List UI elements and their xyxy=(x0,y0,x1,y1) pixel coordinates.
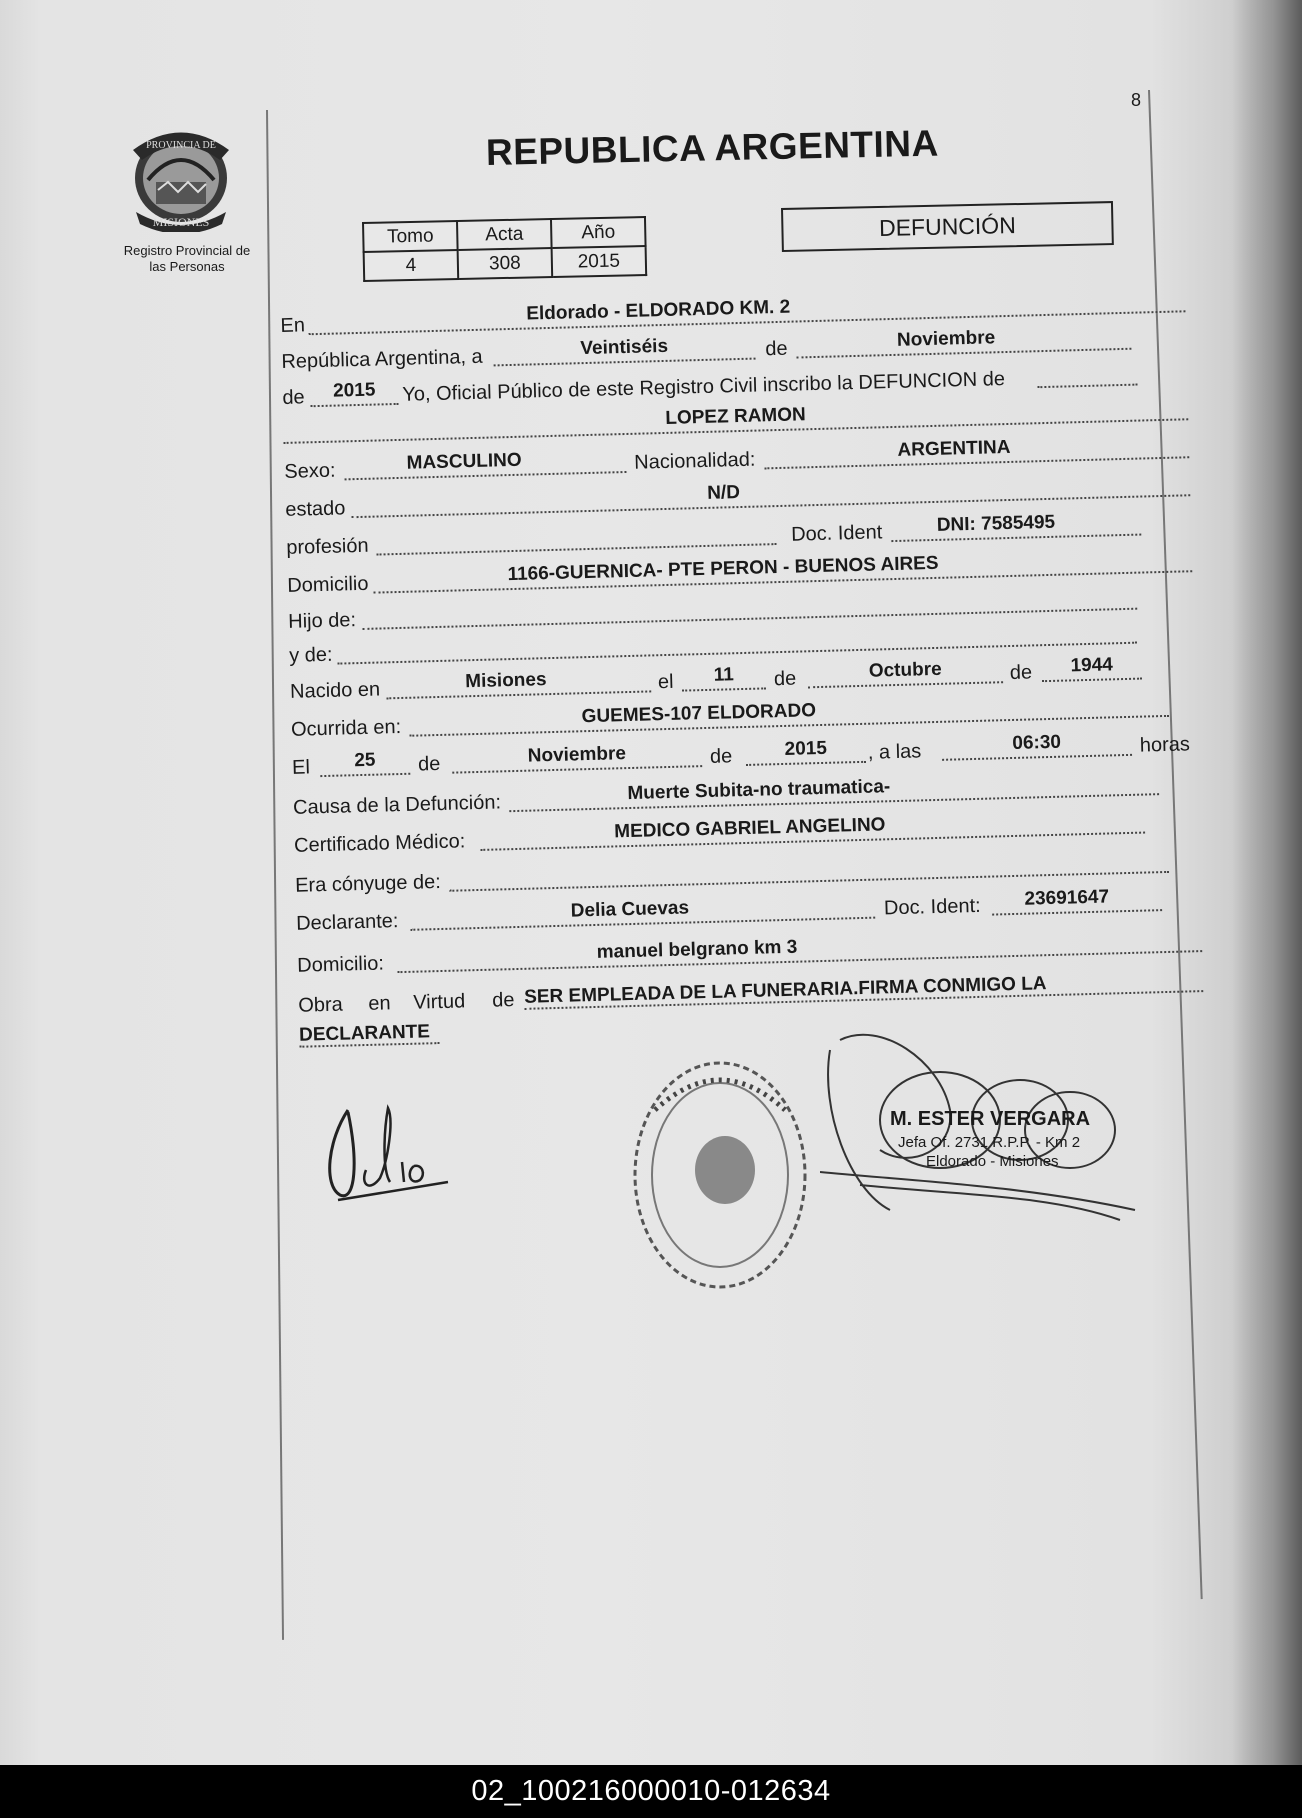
label-de: de xyxy=(709,745,733,768)
official-place: Eldorado - Misiones xyxy=(926,1153,1059,1170)
field-nacido-anio: 1944 xyxy=(1070,654,1114,677)
label-domicilio: Domicilio xyxy=(287,572,369,597)
label-el: el xyxy=(657,670,674,694)
label-domicilio-declarante: Domicilio: xyxy=(296,952,385,977)
field-causa: Muerte Subita-no traumatica- xyxy=(627,776,891,805)
label-de: de xyxy=(491,989,515,1012)
field-domicilio: 1166-GUERNICA- PTE PERON - BUENOS AIRES xyxy=(507,552,939,586)
dotted-line xyxy=(746,761,866,766)
record-value-acta: 308 xyxy=(458,248,553,279)
field-doc-declarante: 23691647 xyxy=(1024,886,1110,910)
registry-label-line1: Registro Provincial de xyxy=(123,243,251,258)
label-nacido-en: Nacido en xyxy=(289,678,381,703)
label-de: de xyxy=(773,667,797,691)
record-header-tomo: Tomo xyxy=(363,221,458,252)
record-header-anio: Año xyxy=(551,217,646,248)
field-ocurrida: GUEMES-107 ELDORADO xyxy=(581,700,817,728)
field-domicilio-declarante: manuel belgrano km 3 xyxy=(596,936,798,963)
label-de: de xyxy=(765,337,788,361)
label-estado: estado xyxy=(285,497,346,521)
record-table xyxy=(362,216,647,282)
label-causa: Causa de la Defunción: xyxy=(292,791,502,819)
field-certificado: MEDICO GABRIEL ANGELINO xyxy=(613,814,886,843)
label-republica: República Argentina, a xyxy=(281,345,483,373)
provincia-de-misiones-seal-icon xyxy=(128,120,234,232)
field-declarante: Delia Cuevas xyxy=(570,897,690,922)
label-ocurrida-en: Ocurrida en: xyxy=(290,715,402,741)
page-edge-shadow xyxy=(1232,0,1302,1765)
field-anio-defuncion: 2015 xyxy=(784,737,828,760)
label-doc-ident: Doc. Ident xyxy=(790,521,883,546)
registry-label-line2: las Personas xyxy=(149,259,225,274)
declarant-signature-icon xyxy=(318,1100,458,1210)
field-estado: N/D xyxy=(706,482,741,504)
field-virtud-text: SER EMPLEADA DE LA FUNERARIA.FIRMA CONMIGO LA xyxy=(523,973,1047,1008)
act-type-box: DEFUNCIÓN xyxy=(781,201,1114,252)
dotted-line xyxy=(1042,678,1142,683)
page-number: 8 xyxy=(1131,90,1142,110)
label-sexo: Sexo: xyxy=(284,459,336,483)
label-virtud: Virtud xyxy=(412,990,466,1014)
label-en: En xyxy=(280,314,306,337)
record-value-anio: 2015 xyxy=(552,246,647,277)
field-nacido-mes: Octubre xyxy=(868,658,942,682)
label-y-de: y de: xyxy=(288,643,333,667)
label-el: El xyxy=(291,756,311,779)
label-a-las: , a las xyxy=(867,740,922,764)
document-id-footer: 02_100216000010-012634 xyxy=(0,1765,1302,1818)
label-declarante: Declarante: xyxy=(295,910,399,935)
field-nacido-lugar: Misiones xyxy=(464,669,547,693)
label-hijo-de: Hijo de: xyxy=(287,609,357,633)
field-mes-defuncion: Noviembre xyxy=(527,743,627,767)
label-de: de xyxy=(282,386,305,409)
page-title: REPUBLICA ARGENTINA xyxy=(485,122,940,173)
official-name: M. ESTER VERGARA xyxy=(890,1108,1091,1130)
record-table-value-row xyxy=(364,246,647,281)
field-nacido-dia: 11 xyxy=(713,664,735,686)
label-doc-ident-declarante: Doc. Ident: xyxy=(883,894,981,920)
dotted-line xyxy=(1037,384,1137,389)
field-day-words: Veintiséis xyxy=(580,335,669,360)
field-hora: 06:30 xyxy=(1012,731,1062,754)
label-horas: horas xyxy=(1139,733,1191,757)
field-deceased-name: LOPEZ RAMON xyxy=(665,404,806,429)
label-obra: Obra xyxy=(298,993,344,1017)
field-nacionalidad: ARGENTINA xyxy=(897,436,1011,461)
dotted-line xyxy=(320,773,410,777)
field-year: 2015 xyxy=(332,379,376,402)
label-certificado: Certificado Médico: xyxy=(293,830,466,857)
label-de: de xyxy=(417,752,441,776)
field-place: Eldorado - ELDORADO KM. 2 xyxy=(526,296,791,325)
form-body xyxy=(280,282,1191,1046)
field-virtud-text-cont: DECLARANTE xyxy=(298,1021,431,1046)
official-round-stamp-icon xyxy=(625,1050,815,1300)
label-de: de xyxy=(1009,661,1033,685)
label-nacionalidad: Nacionalidad: xyxy=(633,448,756,474)
field-doc-ident: DNI: 7585495 xyxy=(936,511,1056,536)
official-role: Jefa Of. 2731 R.P.P. - Km 2 xyxy=(898,1134,1081,1151)
field-dia-defuncion: 25 xyxy=(354,749,376,772)
field-sexo: MASCULINO xyxy=(406,449,522,474)
record-header-acta: Acta xyxy=(457,219,552,250)
dotted-line xyxy=(311,403,399,407)
seal-bottom-text: MISIONES xyxy=(152,215,210,229)
label-en: en xyxy=(368,992,391,1015)
field-month: Noviembre xyxy=(896,327,996,351)
seal-top-text: PROVINCIA DE xyxy=(146,140,216,151)
dotted-line xyxy=(682,687,766,691)
record-value-tomo: 4 xyxy=(364,250,459,281)
label-profesion: profesión xyxy=(286,534,369,559)
label-conyuge: Era cónyuge de: xyxy=(294,870,442,897)
registry-label xyxy=(102,243,272,275)
label-inscribo: Yo, Oficial Público de este Registro Civil inscribo la DEFUNCION de xyxy=(402,368,1006,406)
